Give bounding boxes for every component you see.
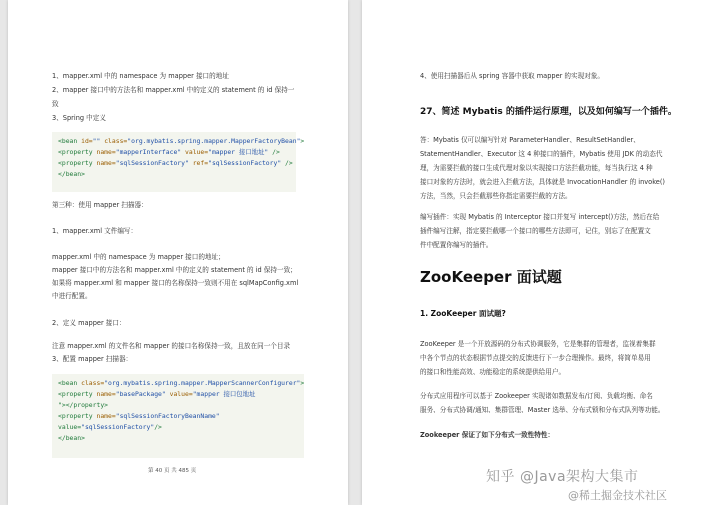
text-line: StatementHandler、Executor 这 4 种接口的插件，Mybatis 使用 JDK 的动态代 <box>420 150 663 158</box>
code-line: <property name="mapperInterface" value="mapper 接口地址" /> <box>58 148 280 156</box>
text-line: 接口对象的方法时，就会进入拦截方法，具体就是 InvocationHandler 的 invoke() <box>420 178 665 186</box>
code-line: </bean> <box>58 170 85 178</box>
watermark-text: 知乎 @Java架构大集市 <box>486 469 639 485</box>
code-line: <bean id="" class="org.mybatis.spring.mapper.MapperFactoryBean"> <box>58 137 305 145</box>
text-line: 件中配置你编写的插件。 <box>420 241 493 249</box>
code-line: value="sqlSessionFactory"/> <box>58 423 162 431</box>
code-line: <bean class="org.mybatis.spring.mapper.MapperScannerConfigurer"> <box>58 379 305 387</box>
text-line: 3、Spring 中定义 <box>52 114 106 122</box>
text-line: 插件编写注解，指定要拦截哪一个接口的哪些方法即可，记住，别忘了在配置文 <box>420 227 651 235</box>
text-line: 方法，当然，只会拦截那些你指定需要拦截的方法。 <box>420 192 572 200</box>
text-line: 2、mapper 接口中的方法名和 mapper.xml 中的定义的 statement 的 id 保持一 <box>52 86 295 94</box>
left-page <box>8 0 348 505</box>
text-line: mapper 接口中的方法名和 mapper.xml 中的定义的 statement 的 id 保持一致； <box>52 266 297 274</box>
text-line: ZooKeeper 是一个开放源码的分布式协调服务，它是集群的管理者，监视着集群 <box>420 340 656 348</box>
text-line: 编写插件：实现 Mybatis 的 Interceptor 接口并复写 intercept()方法，然后在给 <box>420 213 660 221</box>
text-line: 中进行配置。 <box>52 292 92 300</box>
text-line: 注意 mapper.xml 的文件名和 mapper 的接口名称保持一致，且放在同一个目录 <box>52 342 291 350</box>
text-line: 的接口和性能高效、功能稳定的系统提供给用户。 <box>420 368 566 376</box>
watermark-subtext: @稀土掘金技术社区 <box>568 489 667 502</box>
text-line: 中各个节点的状态根据节点提交的反馈进行下一步合理操作。最终，将简单易用 <box>420 354 651 362</box>
code-line: <property name="sqlSessionFactoryBeanName" <box>58 412 220 420</box>
chapter-title: ZooKeeper 面试题 <box>420 268 562 286</box>
page-footer: 第 40 页 共 485 页 <box>148 468 197 474</box>
right-page <box>362 0 720 505</box>
question-heading: 1. ZooKeeper 面试题? <box>420 309 506 318</box>
text-line: 2、定义 mapper 接口： <box>52 319 126 327</box>
text-line: 第三种：使用 mapper 扫描器： <box>52 201 148 209</box>
text-line: 4、使用扫描器后从 spring 容器中获取 mapper 的实现对象。 <box>420 72 604 80</box>
text-line: 分布式应用程序可以基于 Zookeeper 实现诸如数据发布/订阅、负载均衡、命名 <box>420 392 653 400</box>
code-block <box>52 374 304 458</box>
code-line: "></property> <box>58 401 109 409</box>
text-line: 3、配置 mapper 扫描器： <box>52 355 133 363</box>
text-line: 1、mapper.xml 文件编写： <box>52 227 138 235</box>
text-line: Zookeeper 保证了如下分布式一致性特性： <box>420 431 555 439</box>
code-line: <property name="basePackage" value="mapper 接口包地址 <box>58 390 256 398</box>
text-line: mapper.xml 中的 namespace 为 mapper 接口的地址； <box>52 253 225 261</box>
text-line: 如果将 mapper.xml 和 mapper 接口的名称保持一致则不用在 sqlMapConfig.xml <box>52 279 299 287</box>
code-block <box>52 132 305 192</box>
text-line: 服务、分布式协调/通知、集群管理、Master 选举、分布式锁和分布式队列等功能。 <box>420 406 665 414</box>
text-line: 答：Mybatis 仅可以编写针对 ParameterHandler、ResultSetHandler、 <box>420 136 640 144</box>
text-line: 1、mapper.xml 中的 namespace 为 mapper 接口的地址 <box>52 72 229 80</box>
section-heading: 27、简述 Mybatis 的插件运行原理，以及如何编写一个插件。 <box>420 107 677 117</box>
text-line: 理，为需要拦截的接口生成代理对象以实现接口方法拦截功能，每当执行这 4 种 <box>420 164 653 172</box>
text-line: 致 <box>52 100 59 108</box>
code-line: </bean> <box>58 434 85 442</box>
code-line: <property name="sqlSessionFactory" ref="sqlSessionFactory" /> <box>58 159 293 167</box>
